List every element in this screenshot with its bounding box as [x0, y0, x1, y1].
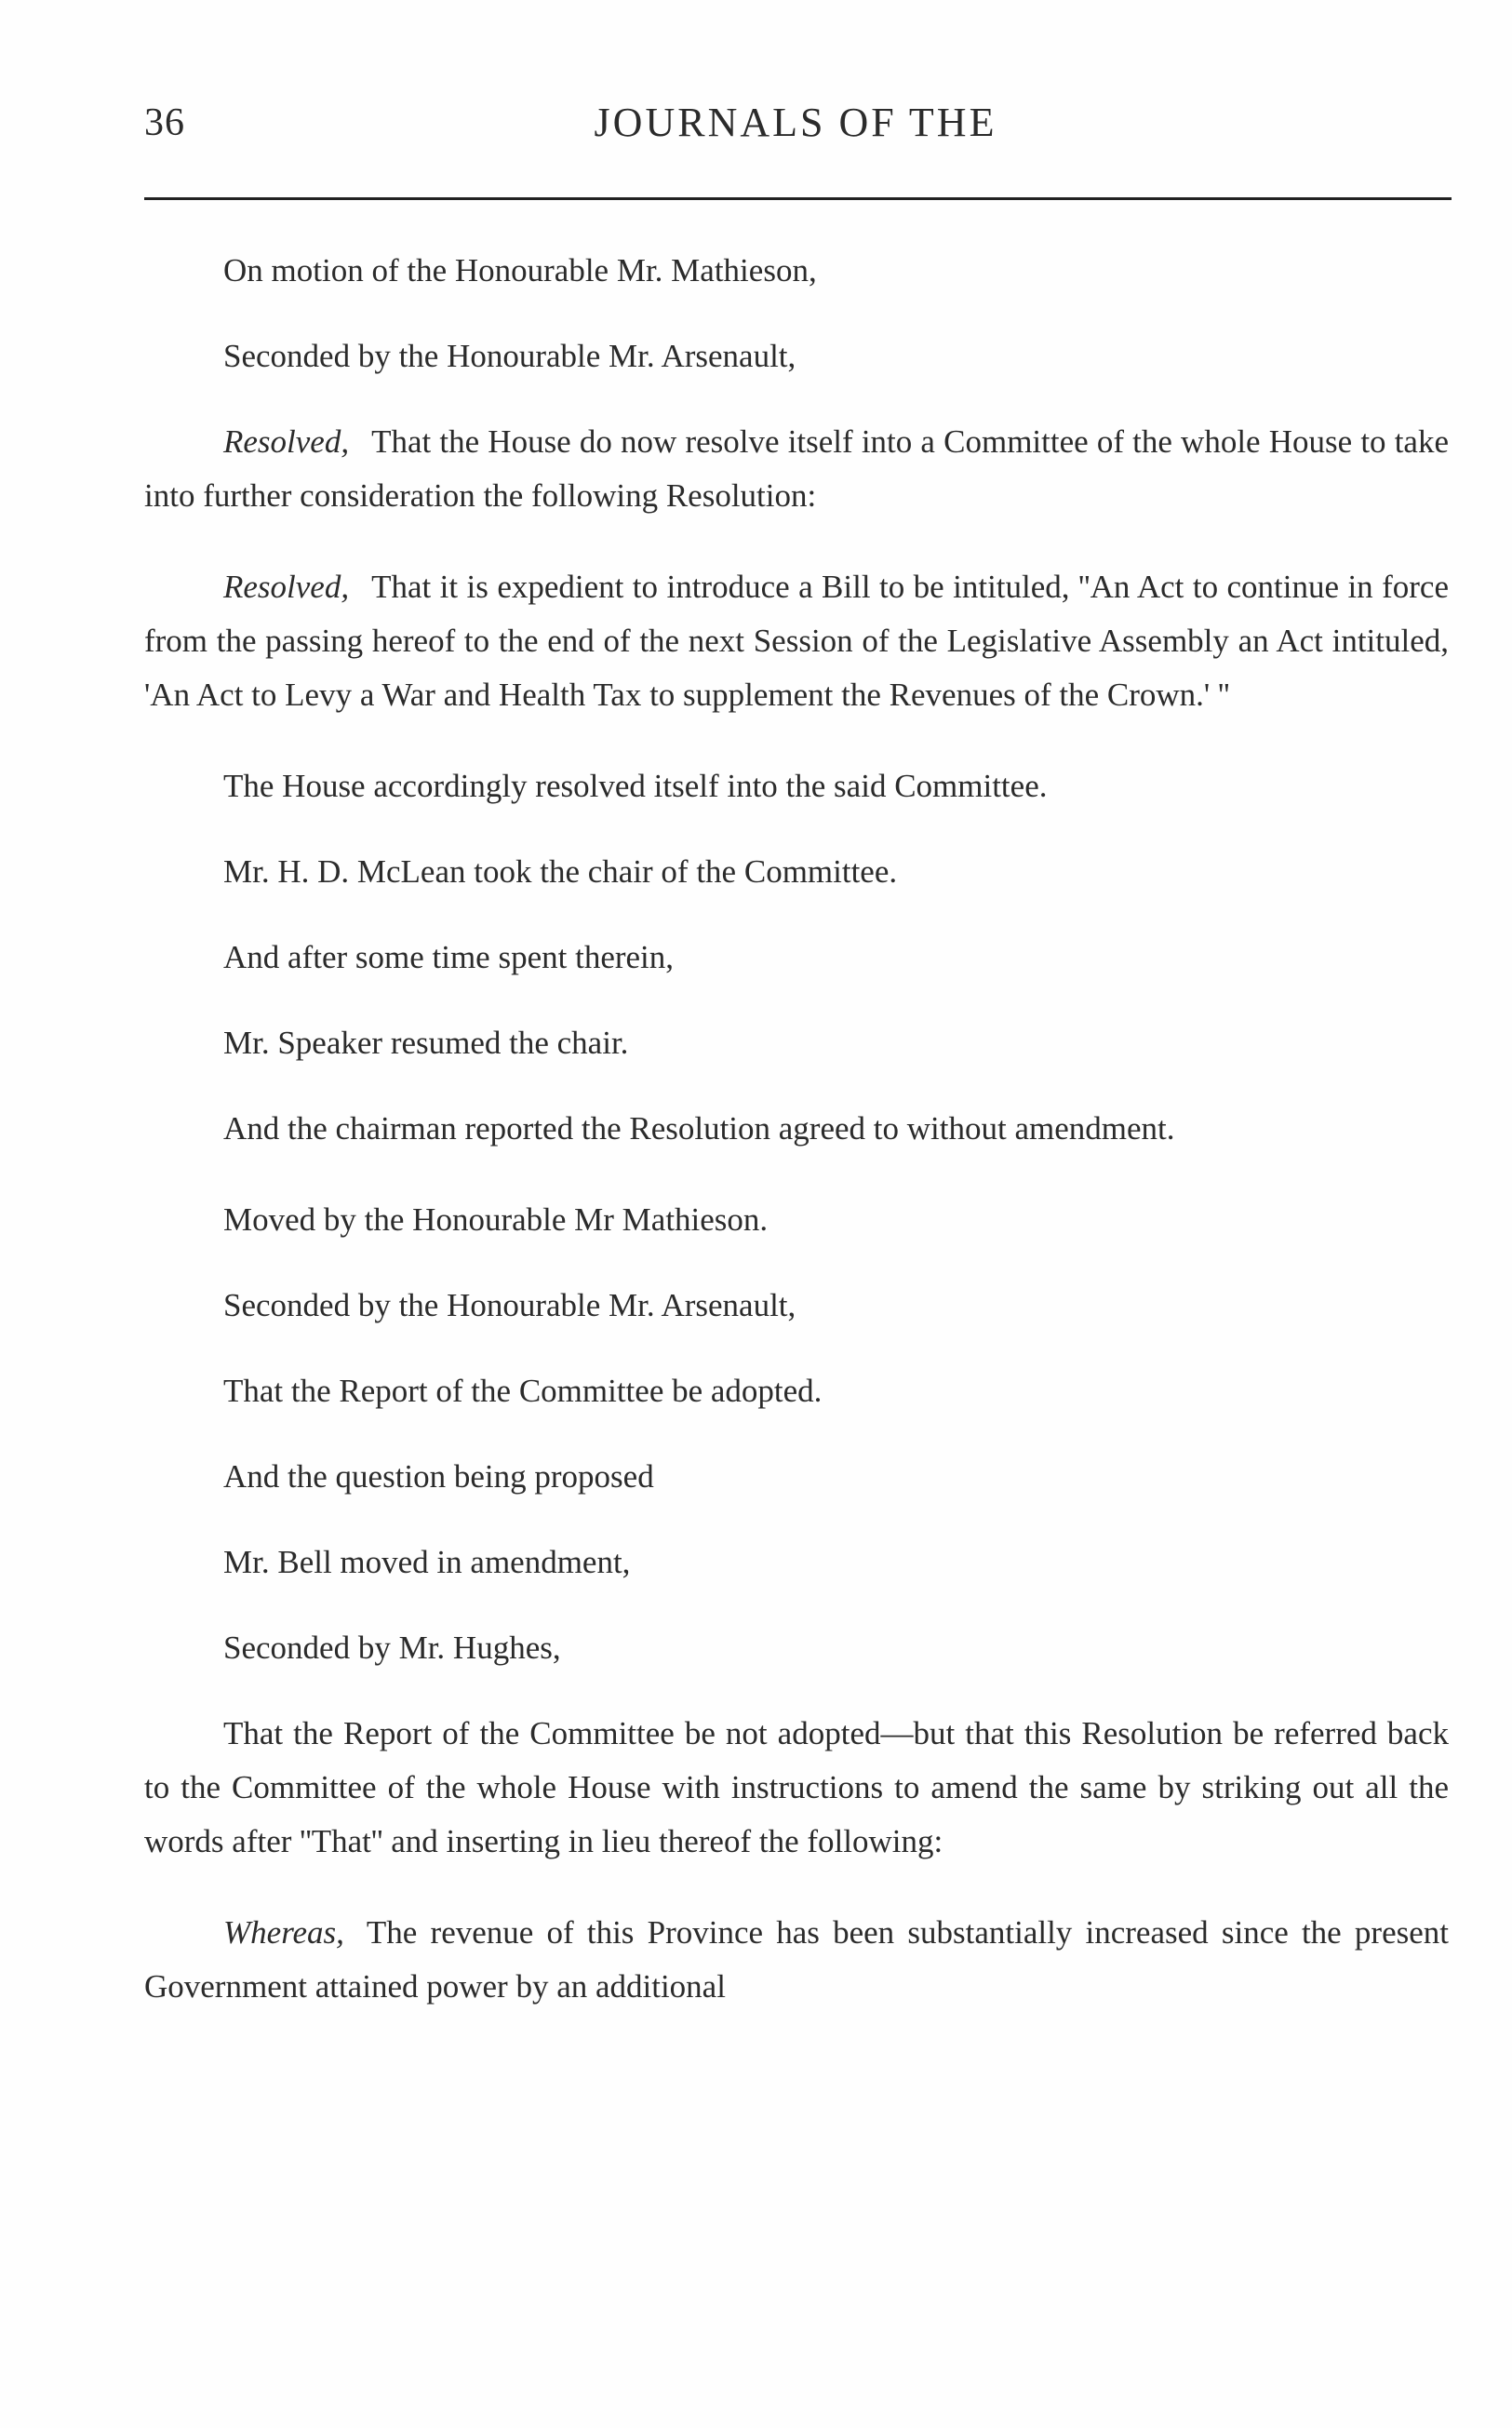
paragraph-speaker-resumed [144, 1016, 1449, 1070]
paragraph-house-resolved [144, 759, 1449, 813]
paragraph-question-proposed [144, 1450, 1449, 1504]
paragraph-text: Seconded by Mr. Hughes, [223, 1630, 561, 1666]
paragraph-text: On motion of the Honourable Mr. Mathieson, [223, 252, 817, 288]
paragraph-text: Mr. H. D. McLean took the chair of the Committee. [223, 853, 898, 890]
header-rule [144, 197, 1452, 200]
paragraph-resolved-committee [144, 415, 1449, 523]
paragraph-resolved-bill [144, 560, 1449, 722]
page-header [144, 93, 1447, 158]
paragraph-text: That the Report of the Committee be adopted. [223, 1373, 823, 1409]
paragraph-seconded [144, 329, 1449, 383]
paragraph-chair-taken [144, 845, 1449, 899]
running-title: JOURNALS OF THE [594, 100, 997, 145]
paragraph-text: That the Report of the Committee be not adopted—but that this Resolution be referred back to the Committee of the whole House with instructions to amend the same by striking out all the words after ''That'' and inserting in lieu thereof the following: [144, 1715, 1449, 1859]
paragraph-text: Seconded by the Honourable Mr. Arsenault, [223, 338, 796, 374]
paragraph-text: Moved by the Honourable Mr Mathieson. [223, 1201, 769, 1238]
paragraph-text: That it is expedient to introduce a Bill to be intituled, ''An Act to continue in force from the passing hereof to the end of the next Session of the Legislative Assembly an Act intituled, 'An Act to Levy a War and Health Tax to supplement the Revenues of the Crown.' '' [144, 569, 1449, 713]
paragraph-report-adopted [144, 1364, 1449, 1418]
paragraph-lead: Whereas, [223, 1914, 344, 1951]
body-text [144, 244, 1449, 2014]
paragraph-text: And the question being proposed [223, 1458, 654, 1495]
paragraph-text: And the chairman reported the Resolution agreed to without amendment. [223, 1110, 1175, 1147]
paragraph-text: Mr. Bell moved in amendment, [223, 1544, 631, 1580]
paragraph-time-spent [144, 931, 1449, 985]
paragraph-moved-by [144, 1193, 1449, 1247]
paragraph-text: That the House do now resolve itself into a Committee of the whole House to take into further consideration the following Resolution: [144, 423, 1449, 514]
paragraph-lead: Resolved, [223, 423, 350, 460]
page-number: 36 [144, 101, 185, 144]
paragraph-motion [144, 244, 1449, 298]
paragraph-text: Seconded by the Honourable Mr. Arsenault, [223, 1287, 796, 1323]
paragraph-seconded-2 [144, 1279, 1449, 1333]
paragraph-text: And after some time spent therein, [223, 939, 675, 975]
paragraph-chairman-reported [144, 1102, 1449, 1156]
paragraph-text: The revenue of this Province has been substantially increased since the present Government attained power by an additional [144, 1914, 1449, 2005]
paragraph-seconded-hughes [144, 1621, 1449, 1675]
paragraph-bell-amendment [144, 1536, 1449, 1590]
paragraph-report-not-adopted [144, 1707, 1449, 1869]
paragraph-text: Mr. Speaker resumed the chair. [223, 1025, 629, 1061]
paragraph-whereas [144, 1906, 1449, 2014]
paragraph-text: The House accordingly resolved itself into the said Committee. [223, 768, 1048, 804]
paragraph-lead: Resolved, [223, 569, 350, 605]
